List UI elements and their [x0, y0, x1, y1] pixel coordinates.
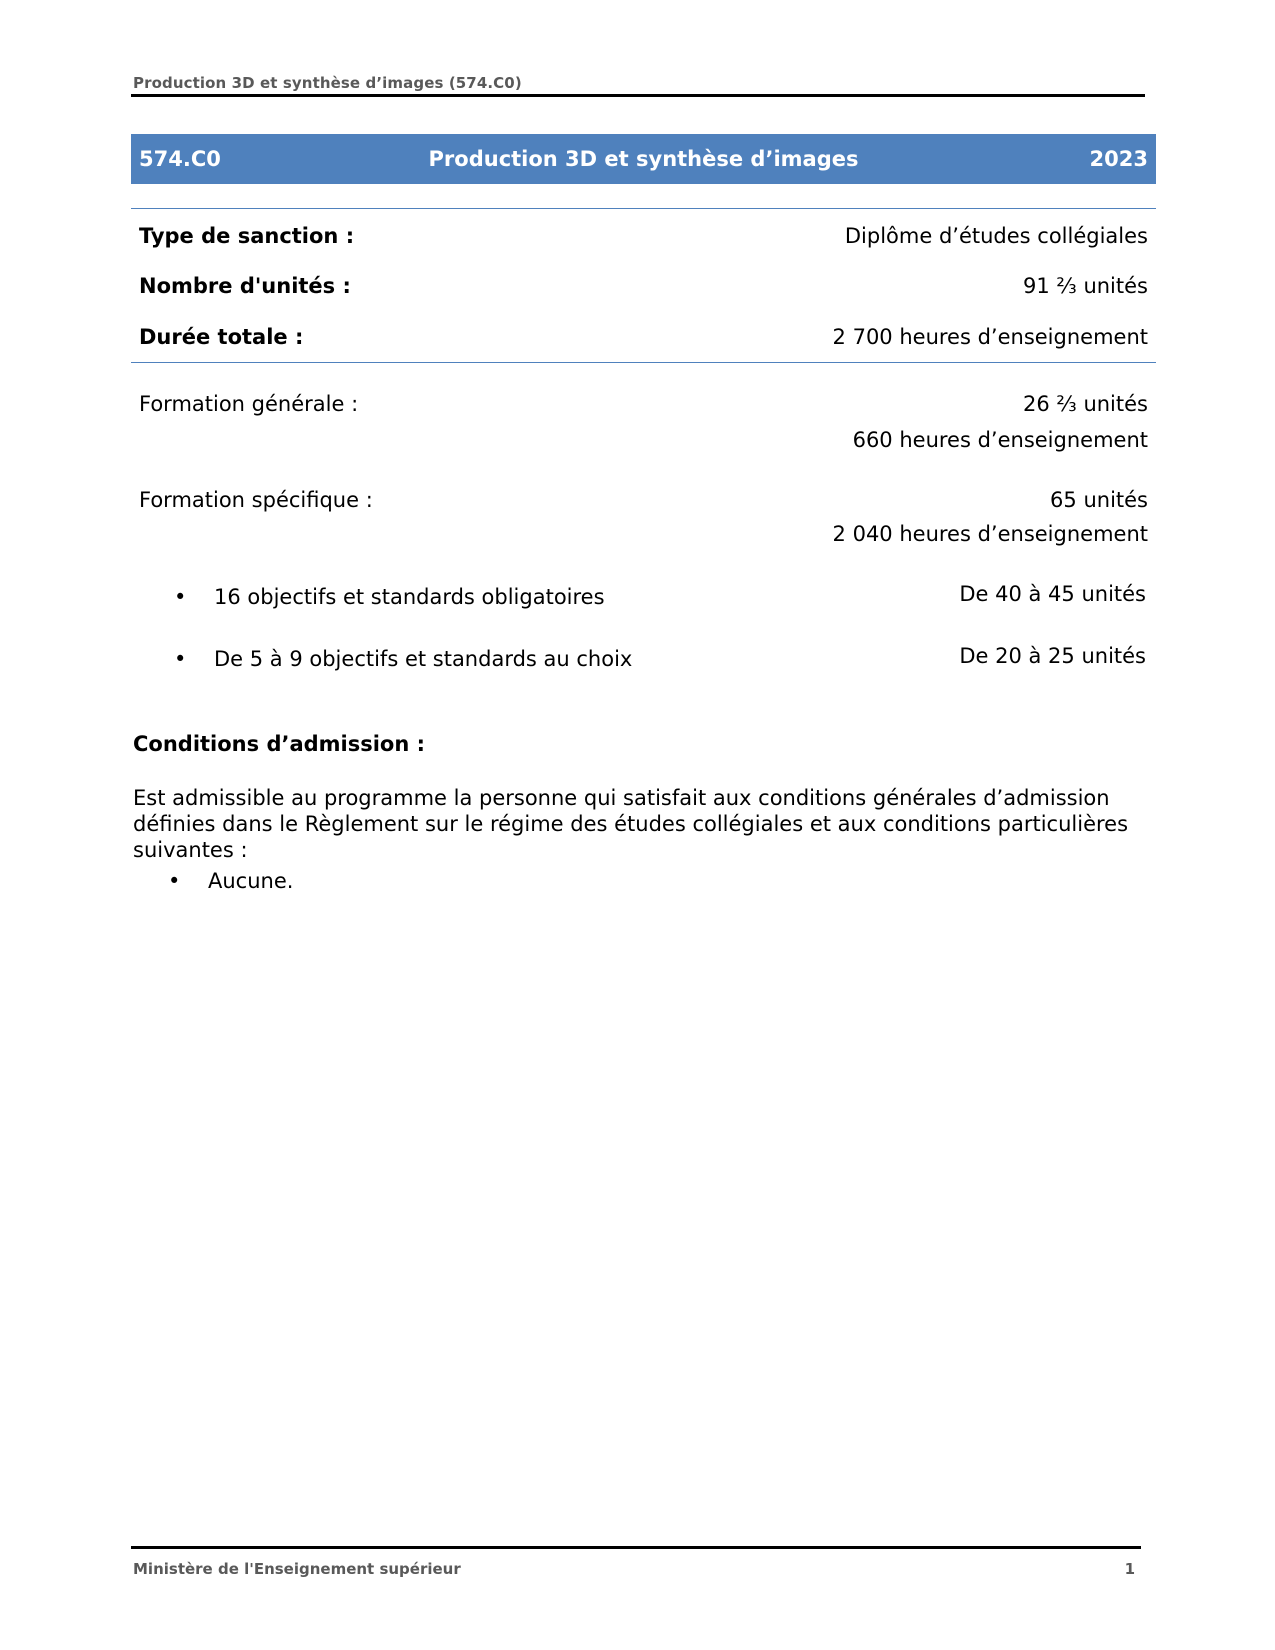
banner-year: 2023 [1089, 147, 1148, 171]
list-item-value: De 40 à 45 unités [959, 582, 1146, 606]
summary-bottom-rule [131, 362, 1156, 363]
bullet: • [168, 869, 181, 893]
program-banner [131, 134, 1156, 184]
general-label: Formation générale : [139, 392, 359, 416]
bullet: • [174, 585, 187, 609]
list-item-text: 16 objectifs et standards obligatoires [214, 585, 605, 609]
running-header: Production 3D et synthèse d’images (574.C0) [133, 74, 522, 92]
units-label: Nombre d'unités : [139, 274, 351, 298]
header-rule [131, 94, 1145, 97]
specific-label: Formation spécifique : [139, 488, 373, 512]
bullet: • [174, 647, 187, 671]
banner-code: 574.C0 [139, 147, 221, 171]
general-units: 26 ⅔ unités [1023, 392, 1148, 416]
duration-value: 2 700 heures d’enseignement [832, 325, 1148, 349]
specific-hours: 2 040 heures d’enseignement [832, 522, 1148, 546]
list-item-text: Aucune. [208, 869, 294, 893]
list-item-text: De 5 à 9 objectifs et standards au choix [214, 647, 633, 671]
footer-rule [131, 1546, 1141, 1549]
summary-top-rule [131, 208, 1156, 209]
banner-title: Production 3D et synthèse d’images [428, 147, 859, 171]
duration-label: Durée totale : [139, 325, 304, 349]
specific-units: 65 unités [1050, 488, 1148, 512]
footer-ministry: Ministère de l'Enseignement supérieur [133, 1560, 461, 1578]
sanction-value: Diplôme d’études collégiales [844, 224, 1148, 248]
admission-paragraph: Est admissible au programme la personne qui satisfait aux conditions générales d’admission définies dans le Règlement sur le régime des études collégiales et aux conditions particulières suivantes : [133, 786, 1129, 862]
units-value: 91 ⅔ unités [1023, 274, 1148, 298]
page-number: 1 [1124, 1560, 1135, 1578]
general-hours: 660 heures d’enseignement [852, 428, 1148, 452]
sanction-label: Type de sanction : [139, 224, 355, 248]
admission-title: Conditions d’admission : [133, 732, 426, 756]
list-item-value: De 20 à 25 unités [959, 644, 1146, 668]
